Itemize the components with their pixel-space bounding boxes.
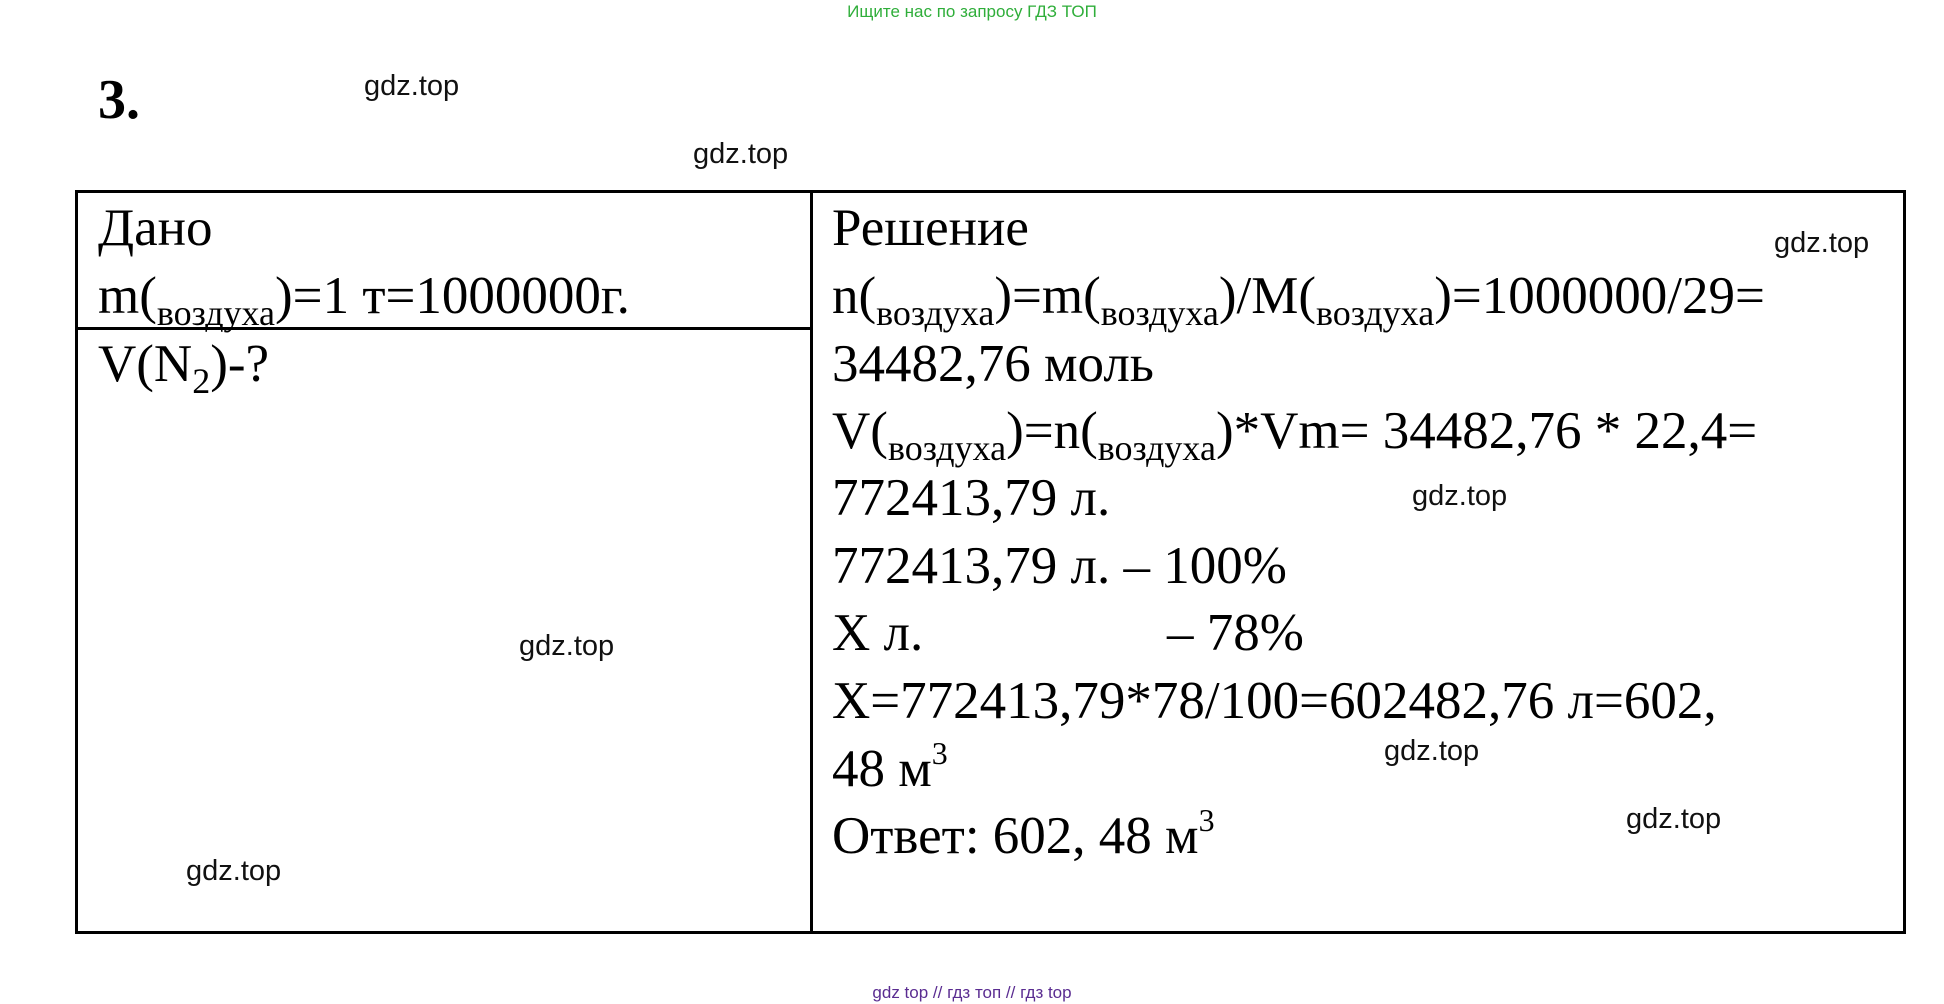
solution-line-7: Х=772413,79*78/100=602482,76 л=602, [832, 672, 1717, 730]
watermark: gdz.top [519, 630, 615, 662]
solution-line-4: 772413,79 л. [832, 469, 1111, 527]
answer-line: Ответ: 602, 48 $м^3$ [832, 802, 1215, 865]
watermark: gdz.top [693, 138, 789, 170]
watermark: gdz.top [1774, 227, 1870, 259]
footer-links: gdz top // гдз топ // гдз top [872, 983, 1072, 1002]
solution-line-8: 48 $м^3$ [832, 735, 948, 798]
problem-number: 3. [98, 69, 140, 131]
solution-line-6-right: – 78% [1167, 604, 1304, 662]
solution-line-2: 34482,76 моль [832, 335, 1154, 393]
watermark: gdz.top [1626, 803, 1722, 835]
solution-heading: Решение [832, 199, 1029, 257]
given-find-line: $V(N_2)-$? [98, 335, 270, 401]
table-divider-vertical [810, 190, 813, 934]
solution-line-5: 772413,79 л. – 100% [832, 537, 1287, 595]
given-mass-line: $m(_{воздуха})=1$ т=1000000г. [98, 267, 630, 333]
watermark: gdz.top [364, 70, 460, 102]
watermark: gdz.top [1412, 480, 1508, 512]
solution-line-3: $V(_{воздуха})=n(_{воздуха})*Vm= 34482,76 * 22,4=$ [832, 402, 1758, 468]
solution-line-1: $n(_{воздуха})=m(_{воздуха})/M(_{воздуха})=1000000/29=$ [832, 267, 1765, 333]
given-heading: Дано [98, 199, 213, 257]
top-banner: Ищите нас по запросу ГДЗ ТОП [847, 2, 1097, 21]
solution-line-6-left: Х л. [832, 604, 924, 662]
watermark: gdz.top [186, 855, 282, 887]
watermark: gdz.top [1384, 735, 1480, 767]
